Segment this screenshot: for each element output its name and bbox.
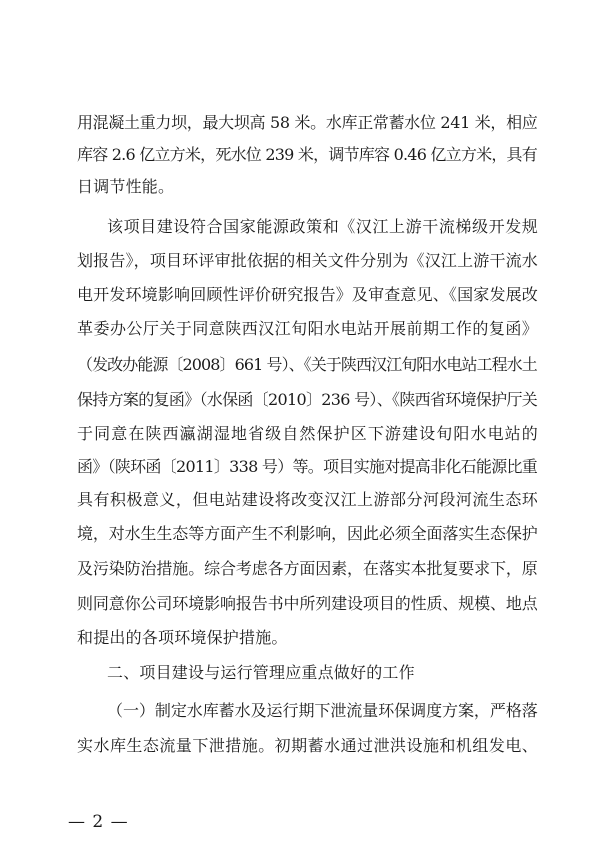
- page-number: — 2 —: [68, 812, 129, 832]
- paragraph-3-line-2: 实水库生态流量下泄措施。初期蓄水通过泄洪设施和机组发电、: [77, 736, 539, 755]
- paragraph-2-line-8: 函》（陕环函〔2011〕338 号）等。项目实施对提高非化石能源比重: [77, 457, 538, 476]
- paragraph-1-line-3: 日调节性能。: [77, 177, 175, 196]
- paragraph-2-line-2: 划报告》，项目环评审批依据的相关文件分别为《汉江上游干流水: [77, 251, 538, 270]
- paragraph-2-line-10: 境，对水生生态等方面产生不利影响，因此必须全面落实生态保护: [77, 524, 538, 543]
- paragraph-2-line-5: （发改办能源〔2008〕661 号）、《关于陕西汉江旬阳水电站工程水土: [77, 355, 537, 374]
- paragraph-1-line-1: 用混凝土重力坝，最大坝高 58 米。水库正常蓄水位 241 米，相应: [77, 113, 538, 132]
- paragraph-2-line-4: 革委办公厅关于同意陕西汉江旬阳水电站开展前期工作的复函》: [77, 319, 539, 338]
- paragraph-2-line-1: 该项目建设符合国家能源政策和《汉江上游干流梯级开发规: [107, 217, 539, 236]
- paragraph-2-line-9: 具有积极意义，但电站建设将改变汉江上游部分河段河流生态环: [77, 490, 539, 509]
- paragraph-2-line-13: 和提出的各项环境保护措施。: [77, 628, 288, 647]
- paragraph-2-line-6: 保持方案的复函》（水保函〔2010〕236 号）、《陕西省环境保护厅关: [77, 390, 538, 409]
- paragraph-2-line-12: 则同意你公司环境影响报告书中所列建设项目的性质、规模、地点: [77, 594, 538, 613]
- paragraph-3-line-1: （一）制定水库蓄水及运行期下泄流量环保调度方案，严格落: [107, 701, 538, 720]
- section-heading: 二、项目建设与运行管理应重点做好的工作: [107, 663, 415, 682]
- paragraph-1-line-2: 库容 2.6 亿立方米，死水位 239 米，调节库容 0.46 亿立方米，具有: [77, 145, 538, 164]
- paragraph-2-line-7: 于同意在陕西瀛湖湿地省级自然保护区下游建设旬阳水电站的: [77, 424, 539, 443]
- paragraph-2-line-11: 及污染防治措施。综合考虑各方面因素，在落实本批复要求下，原: [77, 559, 538, 578]
- paragraph-2-line-3: 电开发环境影响回顾性评价研究报告》及审查意见、《国家发展改: [77, 285, 538, 304]
